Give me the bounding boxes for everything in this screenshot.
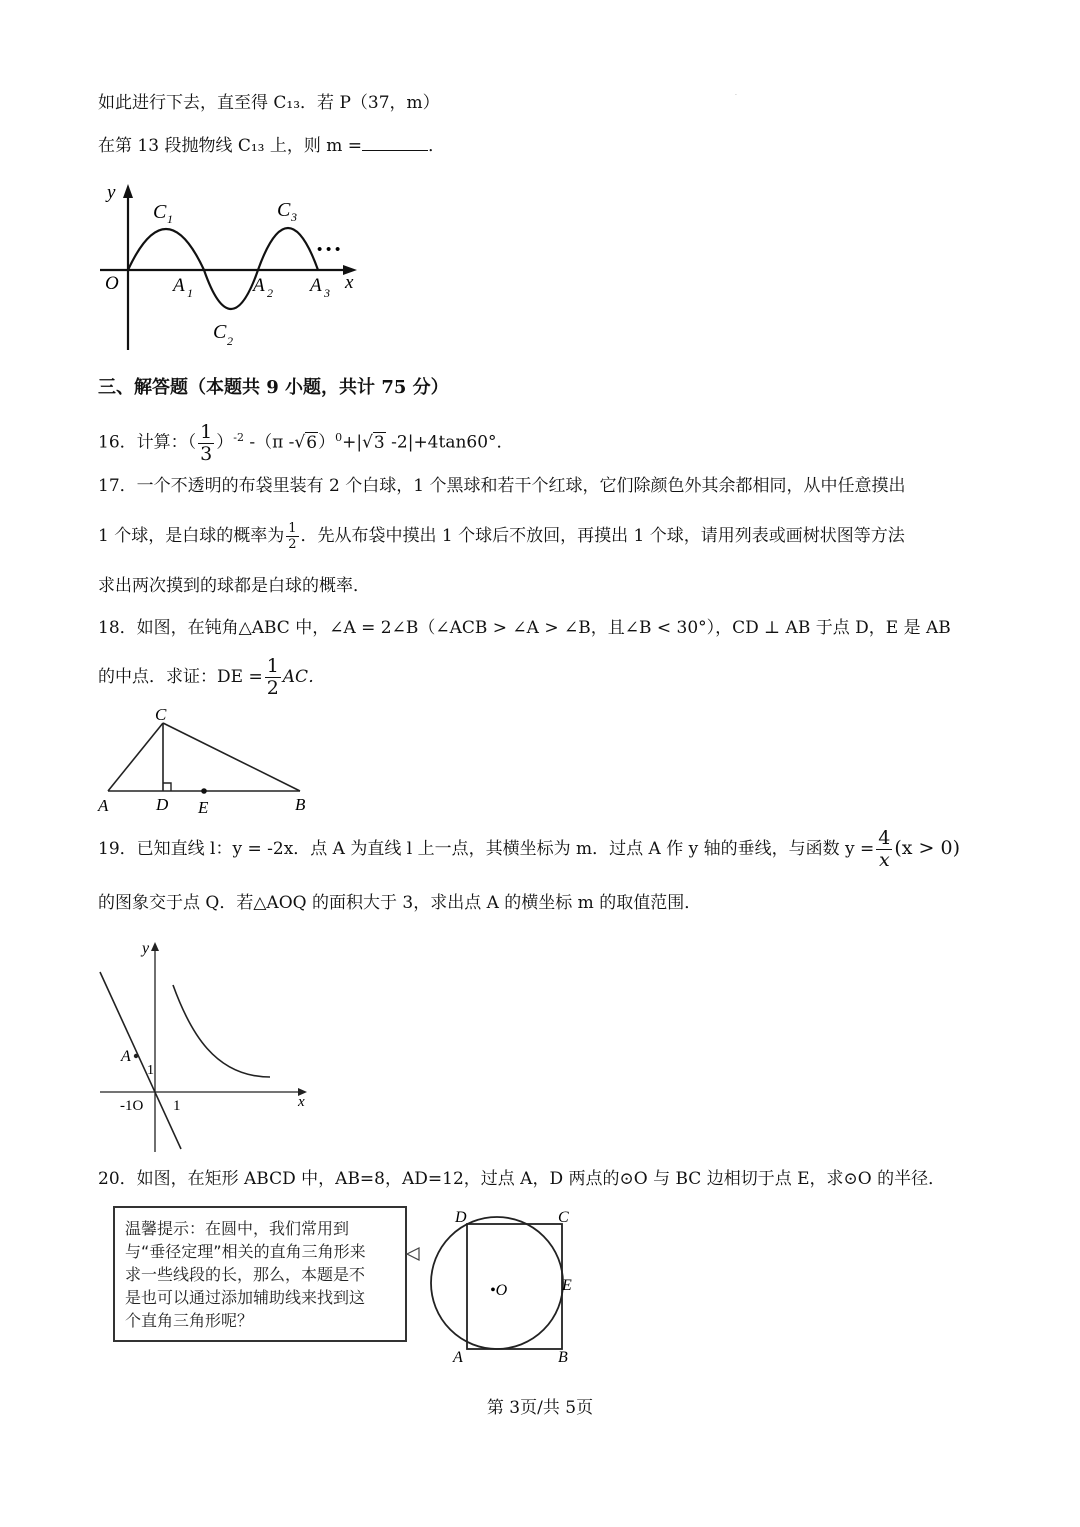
q15-line1: 如此进行下去，直至得 C₁₃．若 P（37，m） bbox=[98, 93, 440, 113]
q16-exponent: -2 bbox=[233, 431, 244, 444]
y-arrow bbox=[123, 184, 133, 198]
label-e: E bbox=[562, 1277, 572, 1294]
segment-ac bbox=[108, 723, 163, 791]
q15-line2-end: ． bbox=[428, 136, 446, 156]
triangle-figure bbox=[95, 703, 325, 818]
right-angle-mark bbox=[163, 783, 171, 791]
line-l bbox=[100, 972, 181, 1149]
point-e bbox=[201, 788, 207, 794]
q16-sqrt3: 3 bbox=[373, 432, 385, 453]
label-c: C bbox=[558, 1209, 569, 1226]
label-a3: A bbox=[310, 275, 322, 296]
q20-line1: 20．如图，在矩形 ABCD 中，AB=8，AD=12，过点 A，D 两点的⊙O 与 BC 边相切于点 E，求⊙O 的半径． bbox=[98, 1169, 946, 1189]
hint-line: 个直角三角形呢？ bbox=[125, 1311, 254, 1330]
q18-frac-num: 1 bbox=[266, 655, 279, 677]
hint-line: 求一些线段的长，那么，本题是不 bbox=[125, 1265, 366, 1284]
label-c3: C bbox=[277, 199, 291, 221]
label-origin: O bbox=[105, 273, 119, 294]
q16: 16．计算：（ $\frac{1}{3}$ ）$^{-2}$ -（π -√6）$^0$+|√3 -2|+4tan60°． bbox=[98, 420, 514, 465]
q19-line1-pre: 19．已知直线 l：y = -2x．点 A 为直线 l 上一点，其横坐标为 m．过点 A 作 y 轴的垂线，与函数 y = bbox=[98, 839, 875, 859]
curve-c3 bbox=[258, 228, 318, 270]
q17-fraction bbox=[286, 522, 298, 551]
label-x: x bbox=[298, 1094, 305, 1110]
label-b: B bbox=[295, 795, 306, 814]
q17-line2 bbox=[98, 516, 905, 556]
q17-line2-pre: 1 个球，是白球的概率为 bbox=[98, 526, 285, 546]
q19-frac-num: 4 bbox=[878, 827, 891, 849]
q17-line3: 求出两次摸到的球都是白球的概率． bbox=[98, 576, 370, 596]
hint-line: 是也可以通过添加辅助线来找到这 bbox=[125, 1288, 366, 1307]
q17-frac-den: 2 bbox=[288, 537, 297, 552]
q18-line2-pre: 的中点．求证：DE = bbox=[98, 667, 263, 687]
label-c3-sub: 3 bbox=[291, 210, 297, 224]
label-c2-sub: 2 bbox=[227, 334, 233, 348]
label-a: A bbox=[453, 1349, 463, 1366]
section-title: 三、解答题（本题共 9 小题，共计 75 分） bbox=[98, 377, 449, 398]
segment-cb bbox=[163, 723, 300, 791]
hint-line: 温馨提示：在圆中，我们常用到 bbox=[125, 1219, 350, 1238]
circle-rectangle-figure bbox=[405, 1205, 595, 1365]
q19-line2: 的图象交于点 Q．若△AOQ 的面积大于 3，求出点 A 的横坐标 m 的取值范围． bbox=[98, 893, 702, 913]
y-arrow bbox=[151, 942, 159, 951]
curve-c2 bbox=[204, 270, 258, 309]
label-o: •O bbox=[490, 1282, 508, 1299]
label-x: x bbox=[345, 272, 354, 293]
hint-box bbox=[113, 1206, 407, 1342]
q16-fraction bbox=[198, 420, 214, 465]
q17-line2-post: ．先从布袋中摸出 1 个球后不放回，再摸出 1 个球，请用列表或画树状图等方法 bbox=[300, 526, 905, 546]
q19-frac-den: x bbox=[878, 849, 890, 871]
label-c: C bbox=[155, 705, 167, 724]
q16-pi-part: -（π - bbox=[243, 432, 295, 453]
label-b: B bbox=[558, 1349, 568, 1366]
q18-fraction bbox=[265, 657, 281, 698]
label-a1-sub: 1 bbox=[187, 286, 193, 300]
q16-sqrt6: 6 bbox=[306, 432, 318, 453]
label-c2: C bbox=[213, 321, 227, 343]
q16-close: ） bbox=[318, 432, 336, 453]
label-a: A bbox=[98, 796, 109, 815]
label-one-x: 1 bbox=[173, 1098, 181, 1114]
q18-line1: 18．如图，在钝角△ABC 中，∠A = 2∠B（∠ACB > ∠A > ∠B，且∠B < 30°），CD ⊥ AB 于点 D，E 是 AB bbox=[98, 618, 951, 638]
label-dots: • • • bbox=[317, 242, 341, 258]
answer-blank[interactable] bbox=[362, 134, 428, 151]
label-y: y bbox=[142, 940, 150, 957]
point-a bbox=[134, 1054, 138, 1058]
label-d: D bbox=[455, 1209, 467, 1226]
page-footer: 第 3页/共 5页 bbox=[486, 1398, 594, 1418]
q18-frac-den: 2 bbox=[266, 677, 279, 699]
label-y: y bbox=[107, 182, 116, 203]
q15-line2-text: 在第 13 段抛物线 C₁₃ 上，则 m = bbox=[98, 136, 363, 156]
q16-frac-num: 1 bbox=[200, 420, 213, 443]
rectangle-abcd bbox=[467, 1224, 562, 1349]
scan-mark: . bbox=[735, 90, 737, 97]
q18-line2-post: AC． bbox=[282, 667, 326, 687]
label-c1-sub: 1 bbox=[167, 212, 173, 226]
label-a1: A bbox=[173, 275, 185, 296]
pointer-icon bbox=[407, 1248, 419, 1260]
label-a2: A bbox=[253, 275, 265, 296]
label-a2-sub: 2 bbox=[267, 286, 273, 300]
q16-paren: ） bbox=[216, 432, 234, 453]
label-e: E bbox=[198, 798, 209, 817]
curve-c1 bbox=[128, 229, 204, 270]
label-d: D bbox=[156, 795, 169, 814]
q19-fraction bbox=[876, 829, 892, 870]
label-c1: C bbox=[153, 201, 167, 223]
q16-abs: +| bbox=[342, 432, 363, 453]
label-origin: -1O bbox=[120, 1098, 144, 1114]
coordinate-graph bbox=[95, 937, 315, 1157]
q19-line1-post: (x > 0) bbox=[894, 837, 961, 859]
q19-line1 bbox=[98, 821, 960, 875]
q16-tail: -2|+4tan60°． bbox=[385, 432, 514, 453]
q16-prefix: 16．计算：（ bbox=[98, 432, 197, 453]
hyperbola bbox=[173, 985, 270, 1077]
hint-line: 与“垂径定理”相关的直角三角形来 bbox=[125, 1242, 366, 1261]
label-one-y: 1 bbox=[147, 1063, 154, 1078]
q18-line2 bbox=[98, 653, 325, 701]
label-a: A bbox=[121, 1048, 131, 1065]
q16-exp0: 0 bbox=[335, 431, 343, 444]
parabola-graph bbox=[95, 178, 365, 353]
label-a3-sub: 3 bbox=[324, 286, 330, 300]
q17-line1: 17．一个不透明的布袋里装有 2 个白球，1 个黑球和若干个红球，它们除颜色外其余都相同，从中任意摸出 bbox=[98, 476, 906, 496]
q15-line2 bbox=[98, 134, 445, 158]
q17-frac-num: 1 bbox=[288, 521, 297, 536]
q16-frac-den: 3 bbox=[200, 442, 213, 465]
